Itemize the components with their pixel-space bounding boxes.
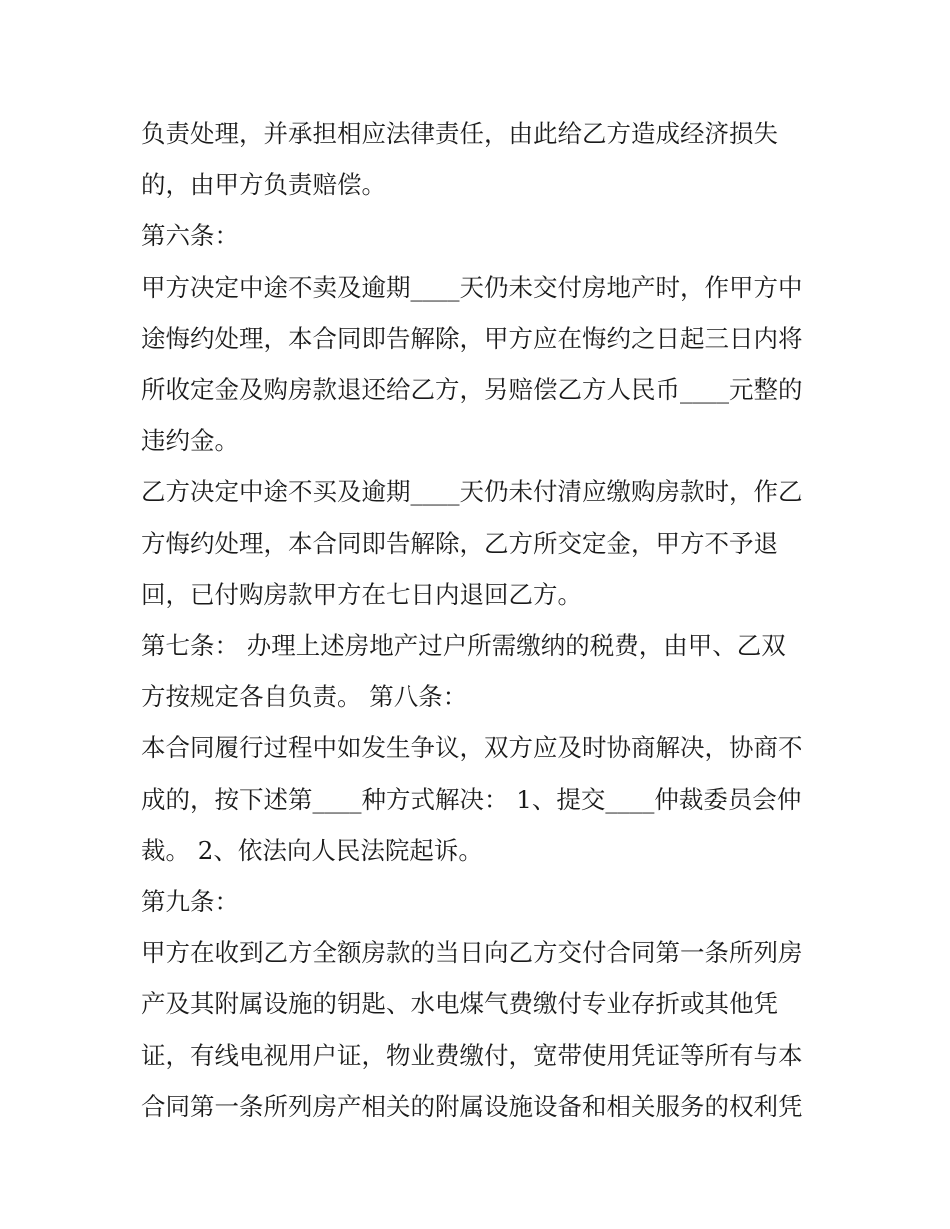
- text-line-7: 违约金。: [141, 426, 239, 456]
- text-line-20: 合同第一条所列房产相关的附属设施设备和相关服务的权利凭: [141, 1091, 803, 1121]
- text-line-14: 成的，按下述第____种方式解决： 1、提交____仲裁委员会仲: [141, 784, 802, 814]
- text-line-18: 产及其附属设施的钥匙、水电煤气费缴付专业存折或其他凭: [141, 989, 778, 1019]
- text-line-9: 方悔约处理，本合同即告解除，乙方所交定金，甲方不予退: [141, 528, 778, 558]
- article-8-heading-line: 方按规定各自负责。 第八条：: [141, 682, 468, 712]
- text-line-2: 的，由甲方负责赔偿。: [141, 170, 386, 200]
- text-line-5: 途悔约处理，本合同即告解除，甲方应在悔约之日起三日内将: [141, 323, 803, 353]
- document-body: [141, 108, 821, 1132]
- text-line-17: 甲方在收到乙方全额房款的当日向乙方交付合同第一条所列房: [141, 938, 803, 968]
- article-7-line: 第七条： 办理上述房地产过户所需缴纳的税费，由甲、乙双: [141, 631, 786, 661]
- text-line-4: 甲方决定中途不卖及逾期____天仍未交付房地产时，作甲方中: [141, 272, 803, 302]
- text-line-1: 负责处理，并承担相应法律责任，由此给乙方造成经济损失: [141, 119, 778, 148]
- text-line-15: 裁。 2、依法向人民法院起诉。: [141, 835, 483, 865]
- text-line-10: 回，已付购房款甲方在七日内退回乙方。: [141, 579, 582, 609]
- text-line-6: 所收定金及购房款退还给乙方，另赔偿乙方人民币____元整的: [141, 375, 803, 405]
- text-line-13: 本合同履行过程中如发生争议，双方应及时协商解决，协商不: [141, 733, 803, 763]
- article-9-heading: 第九条：: [141, 887, 239, 917]
- text-line-8: 乙方决定中途不买及逾期____天仍未付清应缴购房款时，作乙: [141, 477, 803, 507]
- text-line-19: 证，有线电视用户证，物业费缴付，宽带使用凭证等所有与本: [141, 1040, 803, 1070]
- article-6-heading: 第六条：: [141, 221, 239, 251]
